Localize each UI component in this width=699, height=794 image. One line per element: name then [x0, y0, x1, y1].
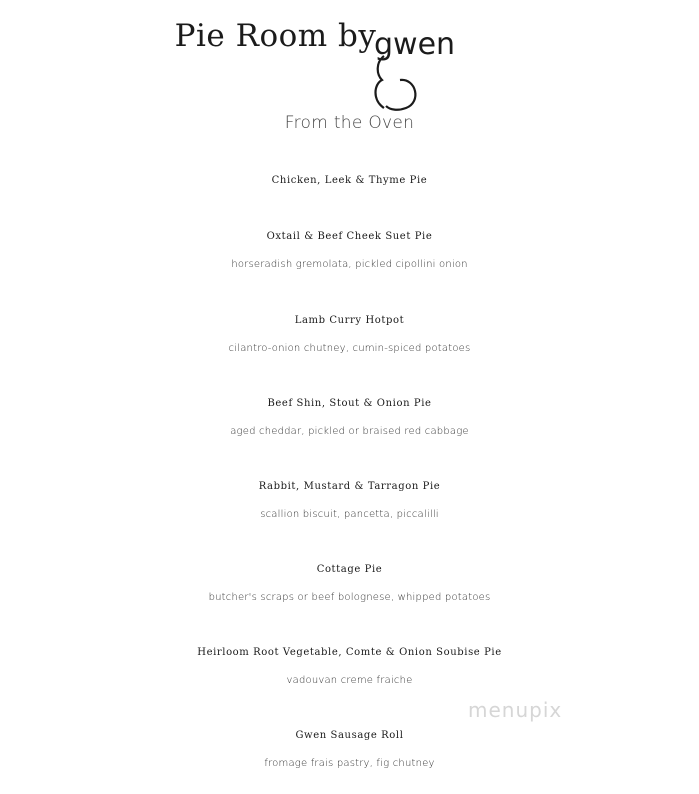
logo-wordmark: gwen	[374, 27, 456, 62]
menu-item-description: fromage frais pastry, fig chutney	[264, 758, 435, 769]
menu-item-name: Oxtail & Beef Cheek Suet Pie	[266, 231, 433, 242]
menu-item	[0, 642, 699, 692]
logo-flourish-right	[386, 80, 415, 110]
menu-item	[0, 476, 699, 526]
section-subtitle: From the Oven	[284, 113, 415, 133]
menu-item-name: Cottage Pie	[316, 564, 383, 575]
menu-item-description: vadouvan creme fraiche	[286, 675, 413, 686]
watermark: menupix	[468, 698, 563, 722]
gwen-logo-graphic	[370, 18, 510, 114]
gwen-logo	[370, 18, 510, 114]
menu-item-description: scallion biscuit, pancetta, piccalilli	[260, 509, 439, 520]
menu-item-name: Chicken, Leek & Thyme Pie	[271, 175, 428, 186]
menu-item-description: horseradish gremolata, pickled cipollini onion	[231, 259, 468, 270]
menu-item-name: Rabbit, Mustard & Tarragon Pie	[258, 481, 441, 492]
menu-item-description: aged cheddar, pickled or braised red cabbage	[230, 426, 469, 437]
menu-item-name: Heirloom Root Vegetable, Comte & Onion Soubise Pie	[197, 647, 502, 658]
menu-item	[0, 559, 699, 609]
menu-item	[0, 226, 699, 276]
menu-header	[0, 18, 699, 54]
menu-item-name: Beef Shin, Stout & Onion Pie	[267, 398, 432, 409]
menu-item	[0, 393, 699, 443]
menu-item	[0, 310, 699, 360]
menu-item-description: butcher's scraps or beef bolognese, whipped potatoes	[208, 592, 491, 603]
menu-item-name: Gwen Sausage Roll	[295, 730, 404, 741]
page-title: Pie Room by	[174, 18, 377, 54]
menu-item	[0, 725, 699, 775]
menu-item-name: Lamb Curry Hotpot	[294, 315, 405, 326]
menu-item	[0, 170, 699, 192]
logo-flourish-left	[376, 56, 385, 108]
menu-item-description: cilantro-onion chutney, cumin-spiced potatoes	[228, 343, 471, 354]
